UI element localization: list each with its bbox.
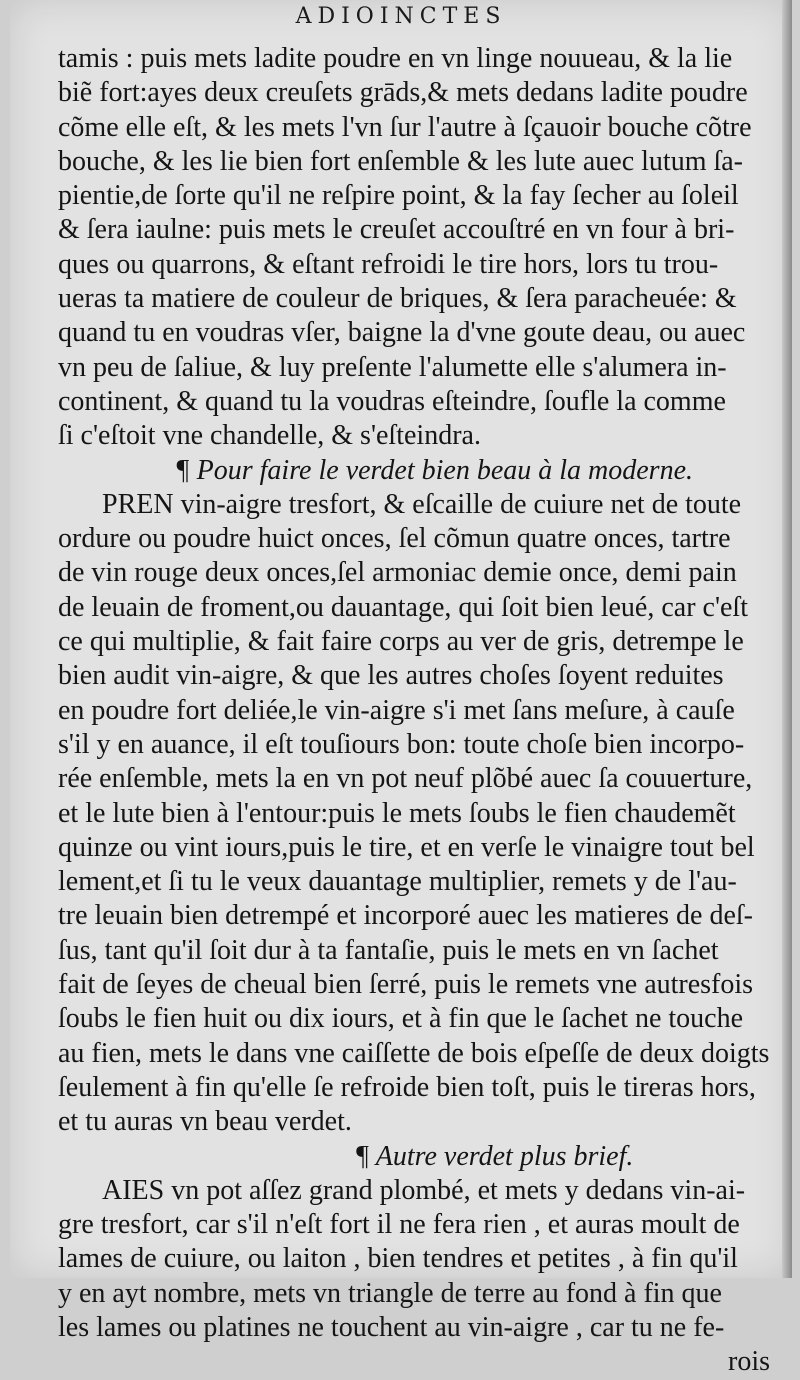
text-line: quand tu en voudras vſer, baigne la d'vne goute deau, ou auec (58, 317, 746, 349)
paragraph-verdet-moderne (58, 488, 770, 1140)
text-line: ordure ou poudre huict onces, ſel cõmun quatre onces, tartre (58, 523, 731, 555)
book-page (10, 0, 792, 1378)
text-line: vn peu de ſaliue, & luy preſente l'alumette elle s'alumera in- (58, 351, 727, 383)
text-line: tamis : puis mets ladite poudre en vn linge nouueau, & la lie (58, 43, 733, 74)
text-line: y en ayt nombre, mets vn triangle de terre au fond à fin que (58, 1277, 722, 1309)
text-line: ſi c'eſtoit vne chandelle, & s'eſteindra. (58, 420, 481, 452)
section-title-autre-verdet: ¶ Autre verdet plus brief. (354, 1140, 634, 1172)
text-line: bien audit vin-aigre, & que les autres choſes ſoyent reduites (58, 660, 724, 692)
running-header: ADIOINCTES (295, 4, 507, 29)
text-line: quinze ou vint iours,puis le tire, et en verſe le vinaigre tout bel (58, 831, 755, 863)
section-title-verdet-moderne: ¶ Pour faire le verdet bien beau à la moderne. (175, 454, 693, 486)
scan-page-edge (782, 0, 792, 1278)
text-line: s'il y en auance, il eſt touſiours bon: toute choſe bien incorpo- (58, 728, 745, 760)
text-line: cõme elle eſt, & les mets l'vn ſur l'autre à ſçauoir bouche cõtre (58, 111, 752, 143)
text-line: tre leuain bien detrempé et incorporé auec les matieres de deſ- (58, 900, 753, 932)
body-text (58, 42, 770, 1380)
text-line: ques ou quarrons, & eſtant refroidi le tire hors, lors tu trou- (58, 248, 719, 280)
text-line: ſeulement à fin qu'elle ſe refroide bien toſt, puis le tireras hors, (58, 1071, 756, 1103)
text-line: ſoubs le fien huit ou dix iours, et à fin que le ſachet ne touche (58, 1003, 744, 1035)
text-line: et le lute bien à l'entour:puis le mets ſoubs le fien chaudemẽt (58, 797, 736, 829)
paragraph-alumette (58, 42, 770, 454)
text-line: fait de ſeyes de cheual bien ſerré, puis le remets vne autresfois (58, 969, 754, 1001)
text-line: gre tresfort, car s'il n'eſt fort il ne fera rien , et auras moult de (58, 1209, 740, 1241)
text-line: pientie,de ſorte qu'il ne reſpire point, & la fay ſecher au ſoleil (58, 180, 739, 212)
text-line: en poudre fort deliée,le vin-aigre s'i met ſans meſure, à cauſe (58, 694, 735, 726)
text-line: ce qui multiplie, & fait faire corps au ver de gris, detrempe le (58, 626, 744, 658)
text-line: bouche, & les lie bien fort enſemble & les lute auec lutum ſa- (58, 145, 744, 177)
text-line: AIES vn pot aſſez grand plombé, et mets y dedans vin-ai- (102, 1174, 746, 1206)
catchword: rois (728, 1346, 770, 1378)
text-line: de vin rouge deux onces,ſel armoniac demie once, demi pain (58, 557, 737, 589)
text-line: & ſera iaulne: puis mets le creuſet accouſtré en vn four à bri- (58, 214, 735, 246)
text-line: et tu auras vn beau verdet. (58, 1106, 352, 1138)
paragraph-autre-verdet (58, 1174, 770, 1345)
text-line: rée enſemble, mets la en vn pot neuf plõbé auec ſa couuerture, (58, 763, 753, 795)
text-line: PREN vin-aigre tresfort, & eſcaille de cuiure net de toute (102, 488, 742, 520)
text-line: continent, & quand tu la voudras eſteindre, ſoufle la comme (58, 385, 726, 417)
text-line: lames de cuiure, ou laiton , bien tendres et petites , à fin qu'il (58, 1243, 738, 1275)
text-line: lement,et ſi tu le veux dauantage multiplier, remets y de l'au- (58, 866, 737, 898)
text-line: les lames ou platines ne touchent au vin-aigre , car tu ne fe- (58, 1311, 725, 1343)
text-line: ſus, tant qu'il ſoit dur à ta fantaſie, puis le mets en vn ſachet (58, 934, 719, 966)
text-line: de leuain de froment,ou dauantage, qui ſoit bien leué, car c'eſt (58, 591, 748, 623)
text-line: au fien, mets le dans vne caiſſette de bois eſpeſſe de deux doigts (58, 1037, 770, 1069)
text-line: biẽ fort:ayes deux creuſets grāds,& mets dedans ladite poudre (58, 77, 748, 109)
text-line: ueras ta matiere de couleur de briques, & ſera paracheuée: & (58, 283, 737, 315)
